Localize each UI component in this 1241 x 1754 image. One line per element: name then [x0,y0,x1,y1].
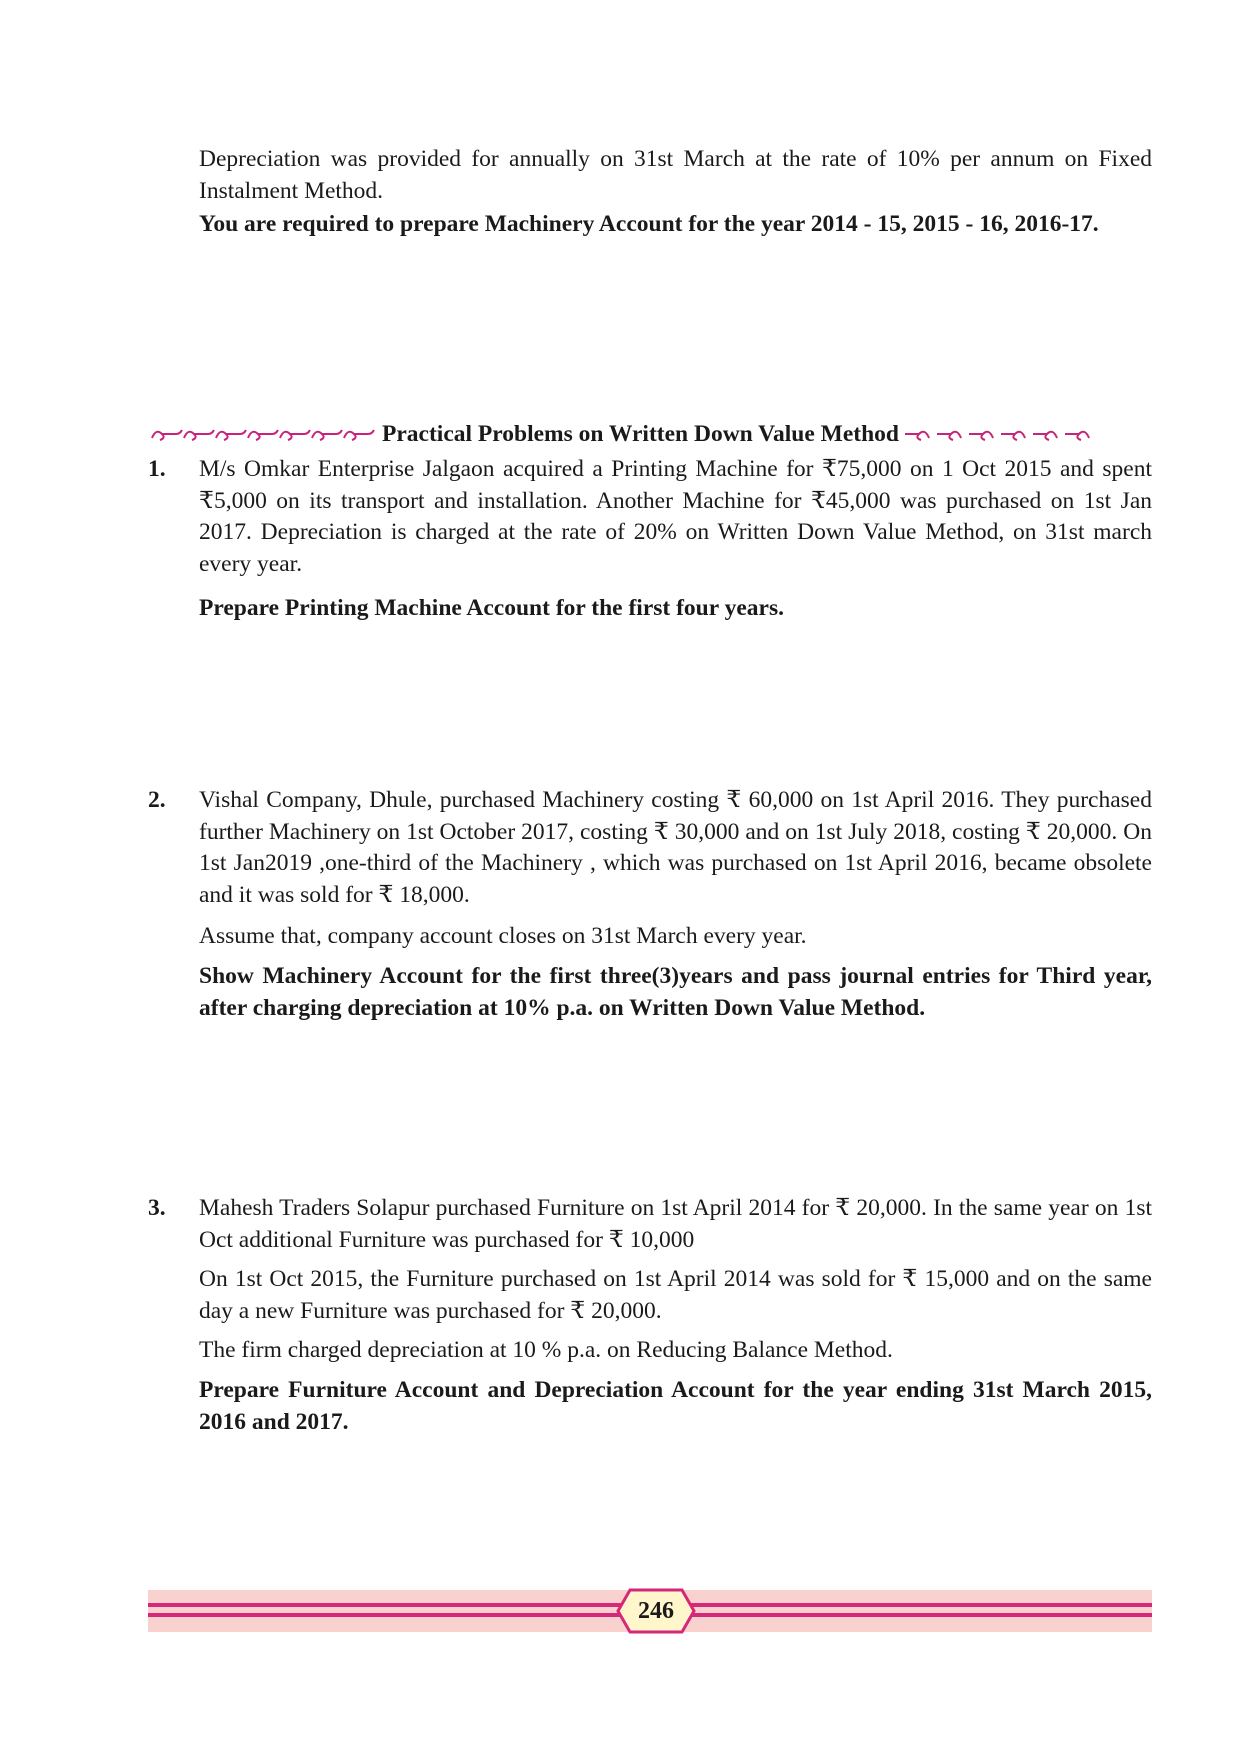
right-ornament-icon [903,424,1115,444]
section-heading-row [148,418,1152,450]
problem-1-text: M/s Omkar Enterprise Jalgaon acquired a Printing Machine for ₹75,000 on 1 Oct 2015 and spent ₹5,000 on its transport and installation. Another Machine for ₹45,000 was purchased on 1st Jan 2017. Depreciation is charged at the rate of 20% on Written Down Value Method, on 31st march every year. [199,456,1152,577]
problem-3-text: Mahesh Traders Solapur purchased Furniture on 1st April 2014 for ₹ 20,000. In the same year on 1st Oct additional Furniture was purchased for ₹ 10,000 [199,1195,1152,1253]
section-heading: Practical Problems on Written Down Value Method [382,420,899,447]
problem-3-text-2: On 1st Oct 2015, the Furniture purchased on 1st April 2014 was sold for ₹ 15,000 and on the same day a new Furniture was purchased for ₹ 20,000. [199,1266,1152,1324]
intro-text: Depreciation was provided for annually on 31st March at the rate of 10% per annum on Fixed Instalment Method. [199,146,1152,204]
problem-3-instruction: Prepare Furniture Account and Depreciation Account for the year ending 31st March 2015, 2016 and 2017. [199,1377,1152,1435]
problem-2-number: 2. [148,787,166,813]
problem-3-number: 3. [148,1195,166,1221]
intro-instruction: You are required to prepare Machinery Account for the year 2014 - 15, 2015 - 16, 2016-17. [199,211,1099,237]
problem-1-number: 1. [148,456,166,482]
problem-1-instruction: Prepare Printing Machine Account for the first four years. [199,595,785,621]
problem-2-note: Assume that, company account closes on 31st March every year. [199,923,807,949]
problem-2-text: Vishal Company, Dhule, purchased Machinery costing ₹ 60,000 on 1st April 2016. They purchased further Machinery on 1st October 2017, costing ₹ 30,000 and on 1st July 2018, costing ₹ 20,000. On 1st Jan2019 ,one-third of the Machinery , which was purchased on 1st April 2016, became obsolete and it was sold for ₹ 18,000. [199,787,1152,908]
left-ornament-icon [148,424,378,444]
page-number: 246 [638,1598,674,1624]
problem-2-instruction: Show Machinery Account for the first three(3)years and pass journal entries for Third year, after charging depreciation at 10% p.a. on Written Down Value Method. [199,963,1152,1021]
problem-3-text-3: The firm charged depreciation at 10 % p.a. on Reducing Balance Method. [199,1337,893,1363]
